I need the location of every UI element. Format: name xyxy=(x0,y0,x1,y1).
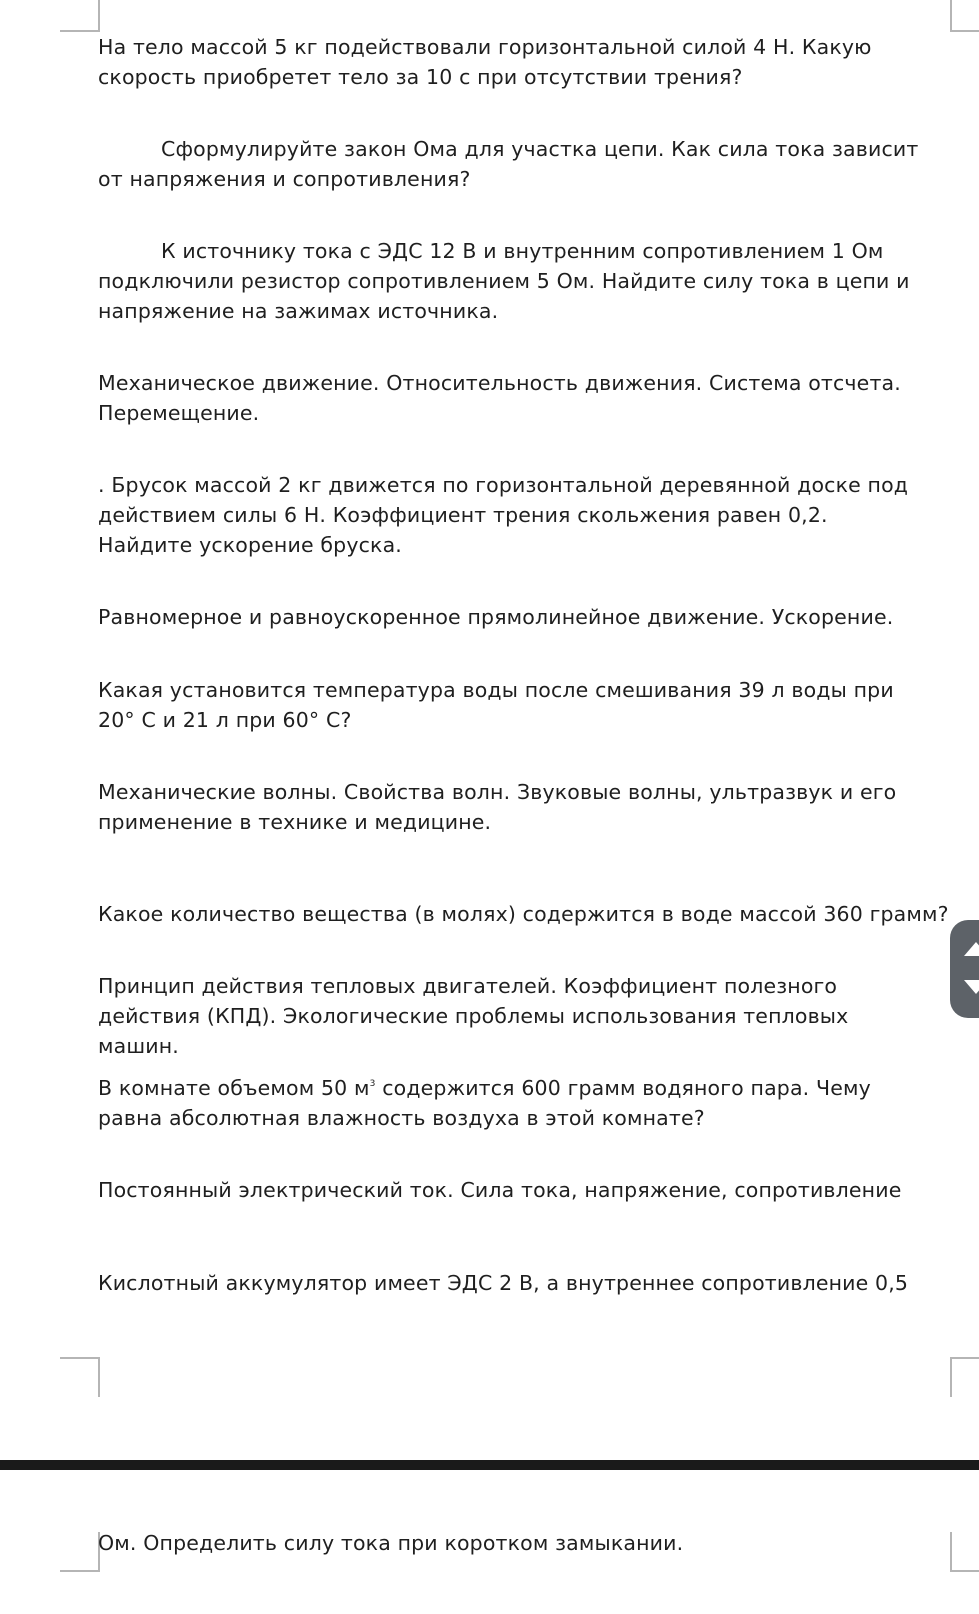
paragraph-12: Постоянный электрический ток. Сила тока, напряжение, сопротивление xyxy=(98,1178,902,1202)
paragraph-9: Какое количество вещества (в молях) содержится в воде массой 360 грамм? xyxy=(98,902,949,926)
paragraph-13: Кислотный аккумулятор имеет ЭДС 2 В, а внутреннее сопротивление 0,5 xyxy=(98,1271,909,1295)
paragraph-5: . Брусок массой 2 кг движется по горизонтальной деревянной доске под действием силы 6 Н. Коэффициент трения скольжения равен 0,2. Найдите ускорение бруска. xyxy=(98,473,909,557)
document-page-2 xyxy=(0,1470,979,1614)
chevron-down-icon[interactable] xyxy=(964,980,979,994)
humidity-text-end: содержится 600 грамм водяного пара. Чему равна абсолютная влажность воздуха в этой комнате? xyxy=(98,1076,871,1130)
chevron-up-icon[interactable] xyxy=(964,942,979,956)
paragraph-2: Сформулируйте закон Ома для участка цепи. Как сила тока зависит от напряжения и сопротивления? xyxy=(98,137,919,191)
margin-mark-bottom-right xyxy=(950,1357,979,1397)
paragraph-6: Равномерное и равноускоренное прямолинейное движение. Ускорение. xyxy=(98,605,894,629)
page-navigation-tab[interactable] xyxy=(950,920,979,1018)
paragraph-4: Механическое движение. Относительность движения. Система отсчета. Перемещение. xyxy=(98,371,901,425)
margin-mark-top-right xyxy=(950,1532,979,1572)
margin-mark-bottom-left xyxy=(60,1357,100,1397)
paragraph-1: На тело массой 5 кг подействовали горизонтальной силой 4 Н. Какую скорость приобретет тело за 10 с при отсутствии трения? xyxy=(98,35,872,89)
paragraph-10: Принцип действия тепловых двигателей. Коэффициент полезного действия (КПД). Экологические проблемы использования тепловых машин. xyxy=(98,974,849,1058)
humidity-text-start: В комнате объемом 50 м xyxy=(98,1076,370,1100)
paragraph-14: Ом. Определить силу тока при коротком замыкании. xyxy=(98,1531,684,1555)
margin-mark-top-left xyxy=(60,1532,100,1572)
margin-mark-top-right xyxy=(950,0,979,32)
cubic-superscript: 3 xyxy=(369,1079,376,1089)
paragraph-7: Какая установится температура воды после смешивания 39 л воды при 20° С и 21 л при 60° С? xyxy=(98,678,894,732)
paragraph-11 xyxy=(98,1073,928,1133)
paragraph-8: Механические волны. Свойства волн. Звуковые волны, ультразвук и его применение в технике и медицине. xyxy=(98,780,897,834)
margin-mark-top-left xyxy=(60,0,100,32)
page-separator xyxy=(0,1460,979,1470)
paragraph-3: К источнику тока с ЭДС 12 В и внутренним сопротивлением 1 Ом подключили резистор сопротивлением 5 Ом. Найдите силу тока в цепи и напряжение на зажимах источника. xyxy=(98,239,910,323)
